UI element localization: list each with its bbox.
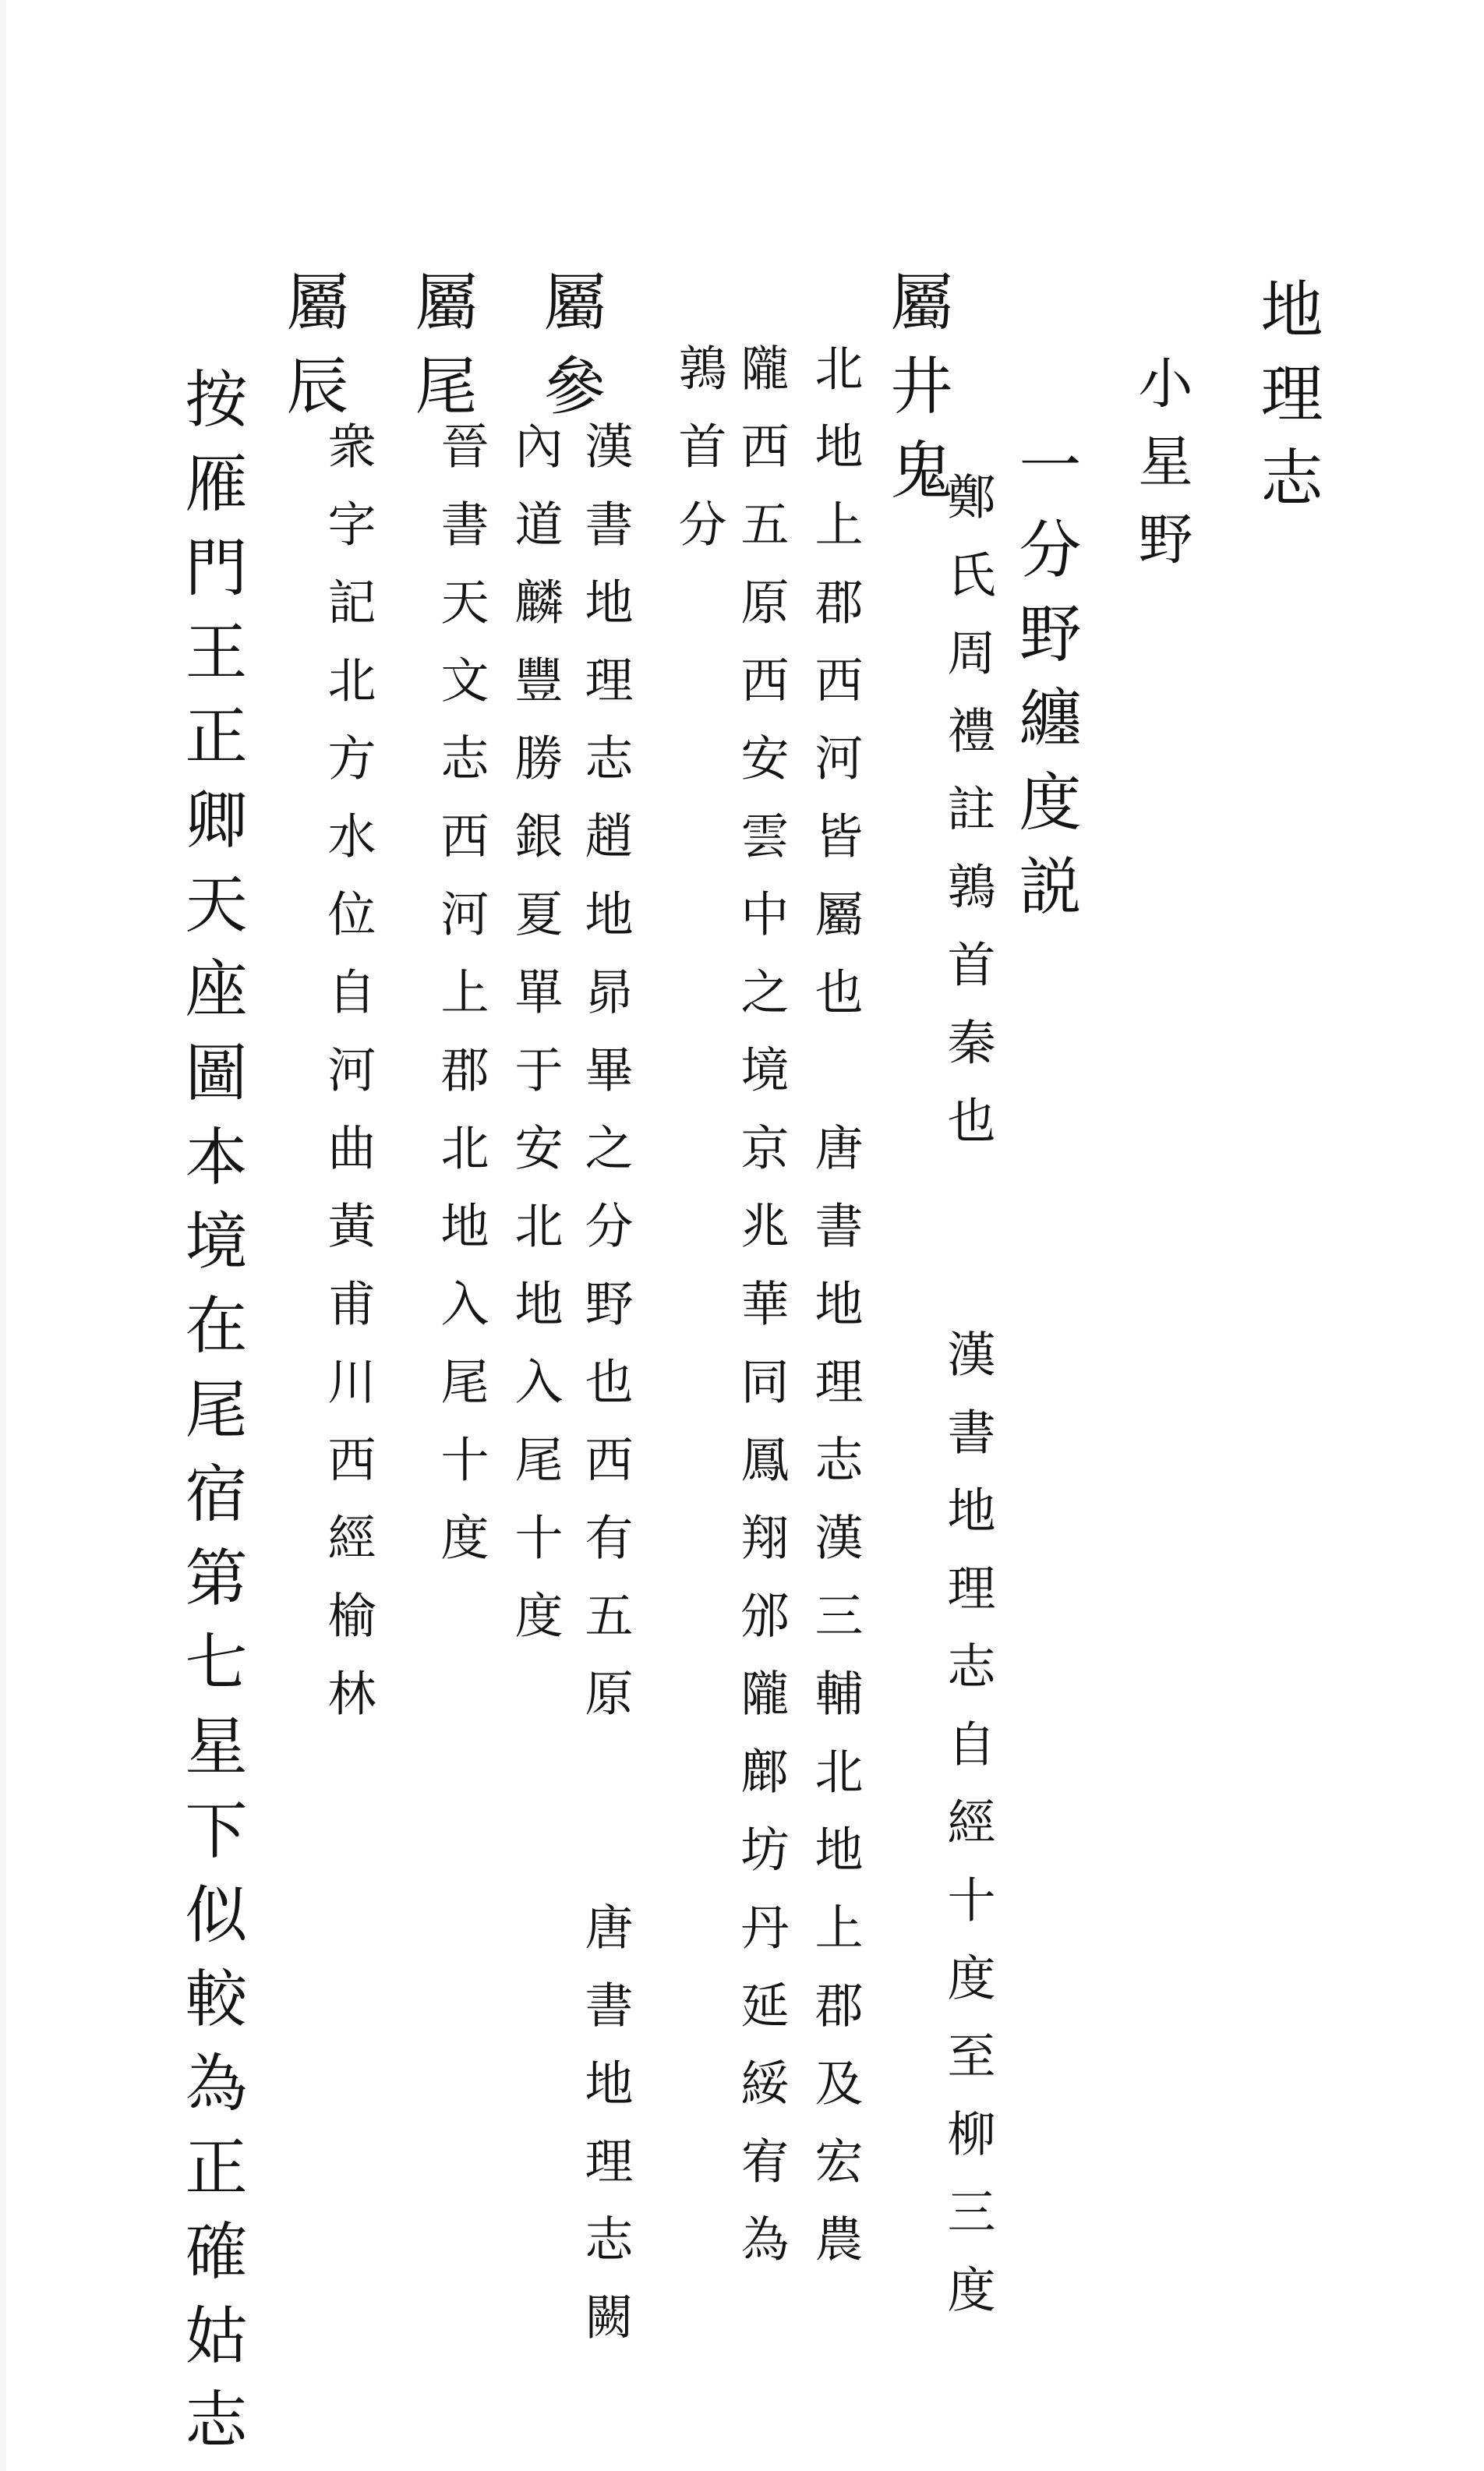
entry-text: 隴西五原西安雲中之境京兆華同鳳翔邠隴鄜坊丹延綏宥為 xyxy=(733,343,790,2292)
entry-text: 鄭氏周禮註鶉首秦也 漢書地理志自經十度至柳三度 xyxy=(939,472,996,2342)
entry-head: 屬辰 xyxy=(276,269,348,437)
entry-text: 北地上郡西河皆屬也 唐書地理志漢三輔北地上郡及宏農 xyxy=(807,343,864,2292)
entry-text: 晉書天文志西河上郡北地入尾十度 xyxy=(433,421,489,1590)
entry-text: 衆字記北方水位自河曲黃甫川西經榆林 xyxy=(320,421,376,1746)
entry-text: 鶉首分 xyxy=(670,343,727,577)
scan-edge xyxy=(0,0,6,2471)
entry-text: 內道麟豐勝銀夏單于安北地入尾十度 xyxy=(507,421,564,1668)
note-text: 按雁門王正卿天座圖本境在尾宿第七星下似較為正確姑志 xyxy=(175,366,247,2471)
page-title: 地理志 xyxy=(1250,277,1323,529)
page-subtitle: 小星野 xyxy=(1129,355,1193,589)
entry-text: 漢書地理志趙地昴畢之分野也西有五原 唐書地理志闕 xyxy=(577,421,634,2370)
entry-head: 屬井鬼 xyxy=(880,269,952,521)
entry-head: 屬尾 xyxy=(405,269,477,437)
section-heading: 一分野纏度説 xyxy=(1009,433,1081,938)
entry-head: 屬參 xyxy=(533,269,606,437)
